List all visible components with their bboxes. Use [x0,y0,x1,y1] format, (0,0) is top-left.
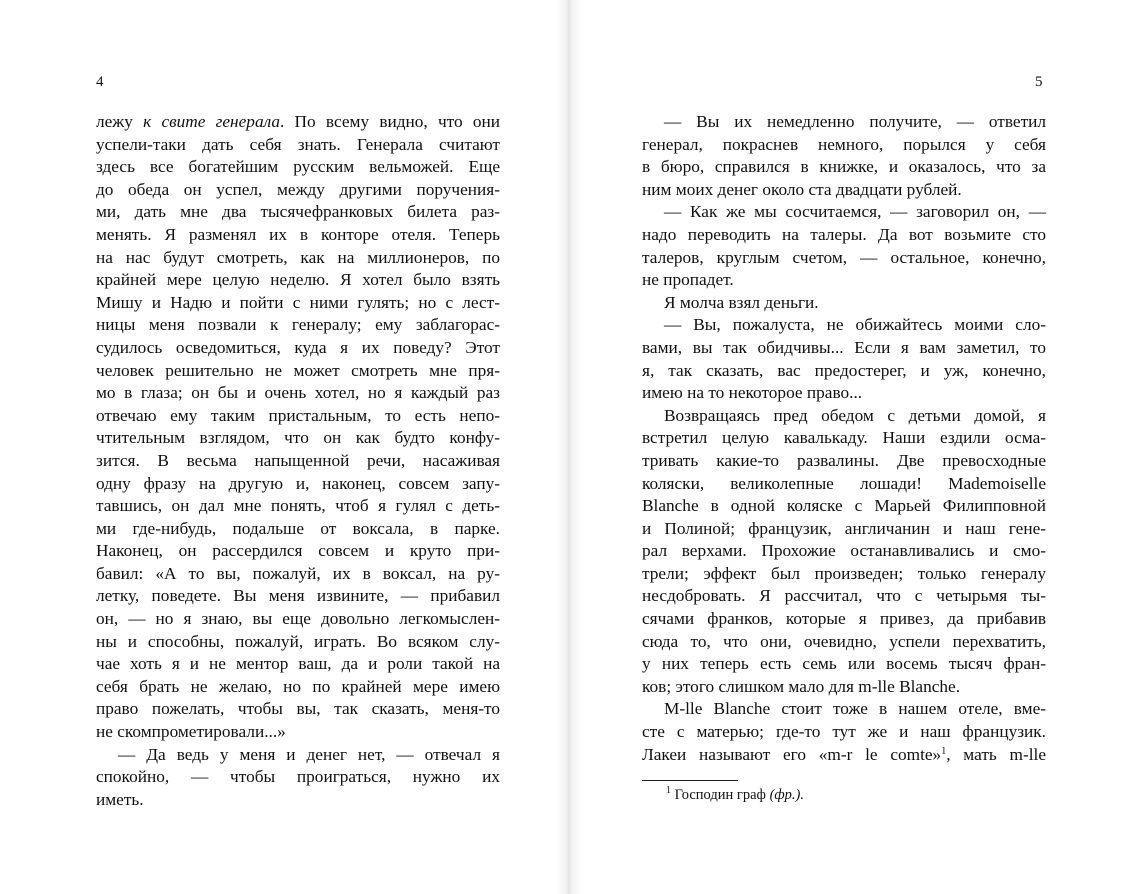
text-line: сте с матерью; где-то тут же и наш французик. [642,722,1046,742]
text-line: иметь. [96,789,144,809]
text-line: трели; эффект был произведен; только генералу [642,563,1046,583]
text-line: ков; этого слишком мало для m-lle Blanche. [642,676,961,696]
text-line: генерал, покраснев немного, порылся у себя [642,134,1046,154]
text-line: — Да ведь у меня и денег нет, — отвечал я [118,744,500,764]
footnote-italic: (фр.). [769,787,805,803]
text-line: судилось осведомиться, куда я их поведу? Этот [96,337,500,357]
footnote [666,785,804,805]
footnote-separator [642,780,738,781]
text-line: одну фразу на другую и, наконец, совсем запу- [96,473,500,493]
text-segment: лежу [96,112,144,131]
text-line: сячами франков, которые я привез, да прибавив [642,609,1046,629]
text-line: Возвращаясь пред обедом с детьми домой, я [664,405,1046,425]
text-line: я, так сказать, вас предостерег, и уж, конечно, [642,360,1046,380]
text-line [96,111,500,134]
text-line: рал верхами. Прохожие останавливались и смо- [642,541,1046,561]
text-segment: Лакеи называют его «m-r le comte» [642,744,942,764]
text-line: человек решительно не может смотреть мне пря- [96,360,500,380]
text-line: до обеда он успел, между другими поручения- [96,179,500,199]
text-line: талеров, круглым счетом, — остальное, конечно, [642,247,1046,267]
left-page-number: 4 [96,74,104,90]
text-line [642,744,1046,767]
right-page-text [642,111,1046,766]
text-line: право пожелать, чтобы вы, так сказать, меня-то [96,699,500,719]
text-line: несдобровать. Я рассчитал, что с четырьмя ты- [642,586,1046,606]
text-line: — Вы их немедленно получите, — ответил [664,112,1046,131]
text-line: сюда то, что они, очевидно, успели перехватить, [642,631,1046,651]
text-line: тривать какие-то развалины. Две превосходные [642,450,1046,470]
text-line: — Как же мы сосчитаемся, — заговорил он, — [664,202,1046,222]
text-line: мо в глаза; он бы и очень хотел, но я каждый раз [96,383,500,403]
text-line: здесь все богатейшим русским вельможей. Еще [96,157,500,177]
left-page-text [96,111,500,811]
text-line: на нас будут смотреть, как на миллионеров, по [96,247,500,267]
text-line: он, — но я знаю, вы еще довольно легкомыслен- [96,609,500,629]
text-line: зится. В весьма напыщенной речи, насаживая [96,450,500,470]
text-line: летку, поведете. Вы меня извините, — прибавил [96,586,500,606]
text-line: успели-таки дать себя знать. Генерала считают [96,134,500,154]
text-line: у них теперь есть семь или восемь тысяч фран- [642,654,1046,674]
text-line: Мишу и Надю и пойти с ними гулять; но с лест- [96,292,500,312]
text-line: и Полиной; французик, англичанин и наш гене- [642,518,1046,538]
text-line: спокойно, — чтобы проиграться, нужно их [96,767,500,787]
text-line: бавил: «А то вы, пожалуй, их в воксал, на ру- [96,563,500,583]
text-line: в бюро, справился в книжке, и оказалось, что за [642,157,1046,177]
text-line: ним моих денег около ста двадцати рублей. [642,179,962,199]
text-line: надо переводить на талеры. Да вот возьмите сто [642,224,1046,244]
footnote-marker: 1 [666,785,671,796]
text-line: имею на то некоторое право... [642,383,863,403]
italic-segment: к свите генерала [143,112,280,131]
text-line: Я молча взял деньги. [664,292,819,312]
text-line: ми, дать мне два тысячефранковых билета раз- [96,202,500,222]
text-line: чтительным взглядом, что он как будто конфу- [96,428,500,448]
text-line: коляски, великолепные лошади! Mademoiselle [642,473,1046,493]
text-line: ми где-нибудь, подальше от воксала, в парке. [96,518,500,538]
text-line: — Вы, пожалуста, не обижайтесь моими сло- [664,315,1046,335]
text-line: менять. Я разменял их в конторе отеля. Теперь [96,224,500,244]
text-segment: , мать m-lle [946,744,1047,764]
text-line: тавшись, он дал мне понять, чтоб я гулял с деть- [96,496,500,516]
text-line: вами, вы так обидчивы... Если я вам заметил, то [642,337,1046,357]
text-line: Blanche в одной коляске с Марьей Филипповной [642,496,1046,516]
text-line: не скомпрометировали...» [96,722,286,742]
text-segment: . По всему видно, что они [279,112,501,131]
text-line: себя брать не желаю, но по крайней мере имею [96,676,500,696]
text-line: крайней мере целую неделю. Я хотел было взять [96,270,500,290]
text-line: отвечаю ему таким пристальным, то есть непо- [96,405,500,425]
right-page-number: 5 [1035,74,1043,90]
text-line: встретил целую кавалькаду. Наши ездили осма- [642,428,1046,448]
text-line: ны и способны, пожалуй, играть. Во всяком слу- [96,631,500,651]
text-line: не пропадет. [642,270,734,290]
book-gutter [556,0,582,894]
footnote-reference: 1 [941,745,947,757]
text-line: M-lle Blanche стоит тоже в нашем отеле, вме- [664,699,1046,719]
footnote-text: Господин граф [674,787,770,803]
text-line: чае хоть я и не ментор ваш, да и роли такой на [96,654,500,674]
text-line: ницы меня позвали к генералу; ему заблагорас- [96,315,500,335]
text-line: Наконец, он рассердился совсем и круто при- [96,541,500,561]
